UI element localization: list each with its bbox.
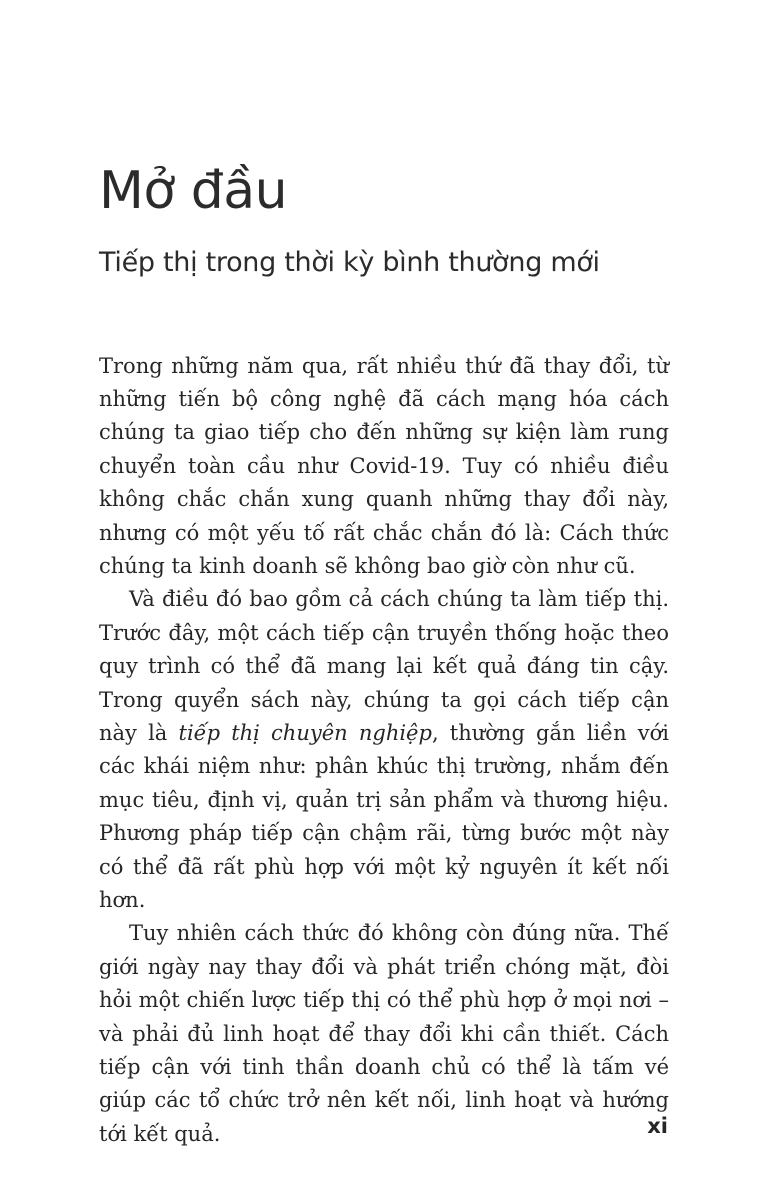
chapter-title: Mở đầu bbox=[99, 161, 288, 221]
body-text bbox=[99, 350, 669, 1152]
paragraph bbox=[99, 917, 669, 1151]
paragraph bbox=[99, 583, 669, 917]
text-run: Trong những năm qua, rất nhiều thứ đã thay đổi, từ những tiến bộ công nghệ đã cách mạng hóa cách chúng ta giao tiếp cho đến những sự kiện làm rung chuyển toàn cầu như Covid-19. Tuy có nhiều điều không chắc chắn xung quanh những thay đổi này, nhưng có một yếu tố rất chắc chắn đó là: Cách thức chúng ta kinh doanh sẽ không bao giờ còn như cũ. bbox=[99, 353, 669, 578]
paragraph bbox=[99, 350, 669, 584]
text-run: Tuy nhiên cách thức đó không còn đúng nữa. Thế giới ngày nay thay đổi và phát triển chóng mặt, đòi hỏi một chiến lược tiếp thị có thể phù hợp ở mọi nơi – và phải đủ linh hoạt để thay đổi khi cần thiết. Cách tiếp cận với tinh thần doanh chủ có thể là tấm vé giúp các tổ chức trở nên kết nối, linh hoạt và hướng tới kết quả. bbox=[99, 921, 669, 1146]
page-number: xi bbox=[647, 1114, 668, 1138]
page-content bbox=[99, 0, 669, 1151]
italic-text-run: tiếp thị chuyên nghiệp bbox=[178, 721, 432, 746]
text-run: , thường gắn liền với các khái niệm như: phân khúc thị trường, nhắm đến mục tiêu, định vị, quản trị sản phẩm và thương hiệu. Phương pháp tiếp cận chậm rãi, từng bước một này có thể đã rất phù hợp với một kỷ nguyên ít kết nối hơn. bbox=[99, 721, 669, 913]
text-run: Và điều đó bao gồm cả cách chúng ta làm tiếp thị. Trước đây, một cách tiếp cận truyền thống hoặc theo quy trình có thể đã mang lại kết quả đáng tin cậy. Trong quyển sách này, chúng ta gọi cách tiếp cận này là bbox=[99, 587, 669, 746]
chapter-subtitle: Tiếp thị trong thời kỳ bình thường mới bbox=[99, 246, 600, 278]
